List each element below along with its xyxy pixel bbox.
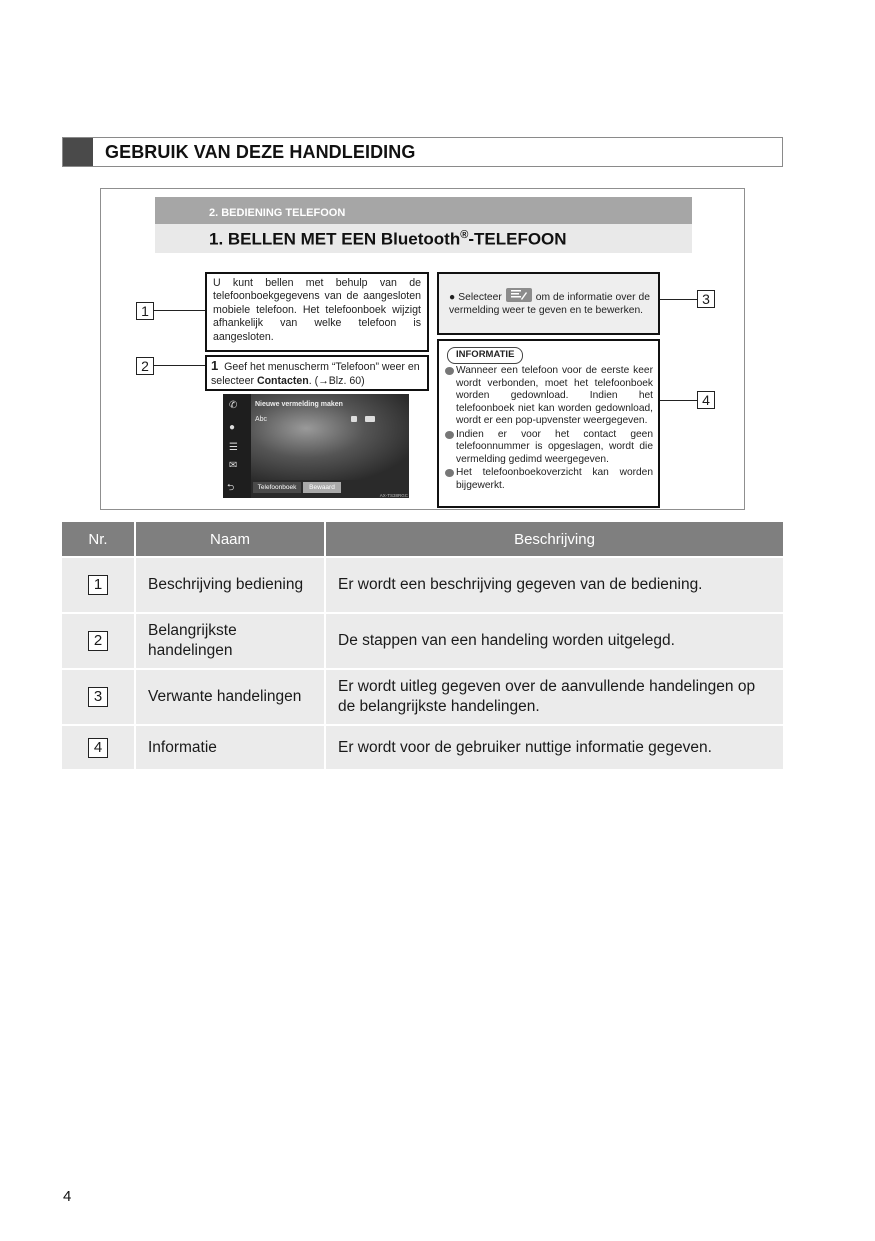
header-naam: Naam	[135, 522, 325, 557]
callout-number-2: 2	[136, 357, 154, 375]
row-name: Informatie	[135, 725, 325, 769]
sample-page-figure	[100, 188, 745, 510]
table-row	[62, 613, 783, 669]
back-icon: ⮌	[227, 482, 235, 492]
list-icon: ☰	[229, 442, 238, 453]
lock-icon	[351, 416, 357, 422]
table-row	[62, 669, 783, 725]
information-list	[445, 365, 653, 493]
legend-table	[62, 522, 783, 769]
row-description: Er wordt uitleg gegeven over de aanvullende handelingen op de belangrijkste handelingen.	[325, 669, 783, 725]
edit-icon	[365, 416, 375, 422]
screen-entry: Abc	[255, 416, 268, 423]
description-box	[205, 272, 429, 352]
screen-title: Nieuwe vermelding maken	[255, 401, 343, 408]
row-description: De stappen van een handeling worden uitgelegd.	[325, 613, 783, 669]
row-description: Er wordt een beschrijving gegeven van de bediening.	[325, 557, 783, 613]
steps-box	[205, 355, 429, 391]
chapter-label: 2. BEDIENING TELEFOON	[209, 207, 346, 219]
callout-number-3: 3	[697, 290, 715, 308]
information-item: Indien er voor het contact geen telefoonnummer is opgeslagen, wordt die vermelding gedimd weergegeven.	[445, 429, 653, 467]
screen-code: AX-TS38RGC	[379, 493, 408, 498]
row-number-box: 2	[88, 631, 108, 651]
description-text: U kunt bellen met behulp van de telefoonboekgegevens van de aangesloten mobiele telefoon. Het telefoonboek wijzigt afhankelijk van welke telefoon is aangesloten.	[213, 277, 421, 343]
page-number: 4	[63, 1188, 72, 1205]
information-item: Het telefoonboekoverzicht kan worden bijgewerkt.	[445, 467, 653, 492]
phone-icon: ✆	[229, 400, 238, 411]
contact-icon: ●	[229, 422, 236, 433]
information-item: Wanneer een telefoon voor de eerste keer wordt verbonden, moet het telefoonboek worden gedownload. Indien het telefoonboek niet kan worden gedownload, wordt er een pop-upvenster weergegeven.	[445, 365, 653, 428]
screen-thumbnail	[223, 394, 409, 498]
chapter-title: 1. BELLEN MET EEN Bluetooth®-TELEFOON	[209, 229, 567, 249]
row-number-box: 1	[88, 575, 108, 595]
information-label: INFORMATIE	[447, 347, 523, 364]
header-nr: Nr.	[62, 522, 135, 557]
section-heading-text: GEBRUIK VAN DEZE HANDLEIDING	[105, 142, 416, 162]
row-name: Verwante handelingen	[135, 669, 325, 725]
tab-phonebook: Telefoonboek	[253, 482, 301, 493]
heading-marker	[63, 138, 93, 166]
related-operations-box	[437, 272, 660, 335]
row-description: Er wordt voor de gebruiker nuttige informatie gegeven.	[325, 725, 783, 769]
related-text: ● Selecteer om de informatie over de vermelding weer te geven en te bewerken.	[439, 274, 658, 317]
callout-leader-4	[660, 400, 698, 401]
information-box	[437, 339, 660, 508]
table-row	[62, 557, 783, 613]
table-row	[62, 725, 783, 769]
row-name: Belangrijkste handelingen	[135, 613, 325, 669]
table-header-row	[62, 522, 783, 557]
step-1: 1 Geef het menuscherm “Telefoon” weer en selecteer Contacten. (→Blz. 60)	[211, 358, 420, 387]
row-name: Beschrijving bediening	[135, 557, 325, 613]
edit-entry-icon	[506, 288, 532, 302]
section-heading	[62, 137, 783, 167]
callout-leader-1	[154, 310, 205, 311]
callout-leader-2	[154, 365, 205, 366]
header-beschrijving: Beschrijving	[325, 522, 783, 557]
callout-number-1: 1	[136, 302, 154, 320]
message-icon: ✉	[229, 460, 238, 471]
tab-saved: Bewaard	[303, 482, 341, 493]
row-number-box: 3	[88, 687, 108, 707]
row-number-box: 4	[88, 738, 108, 758]
chapter-header	[155, 197, 692, 253]
callout-number-4: 4	[697, 391, 715, 409]
